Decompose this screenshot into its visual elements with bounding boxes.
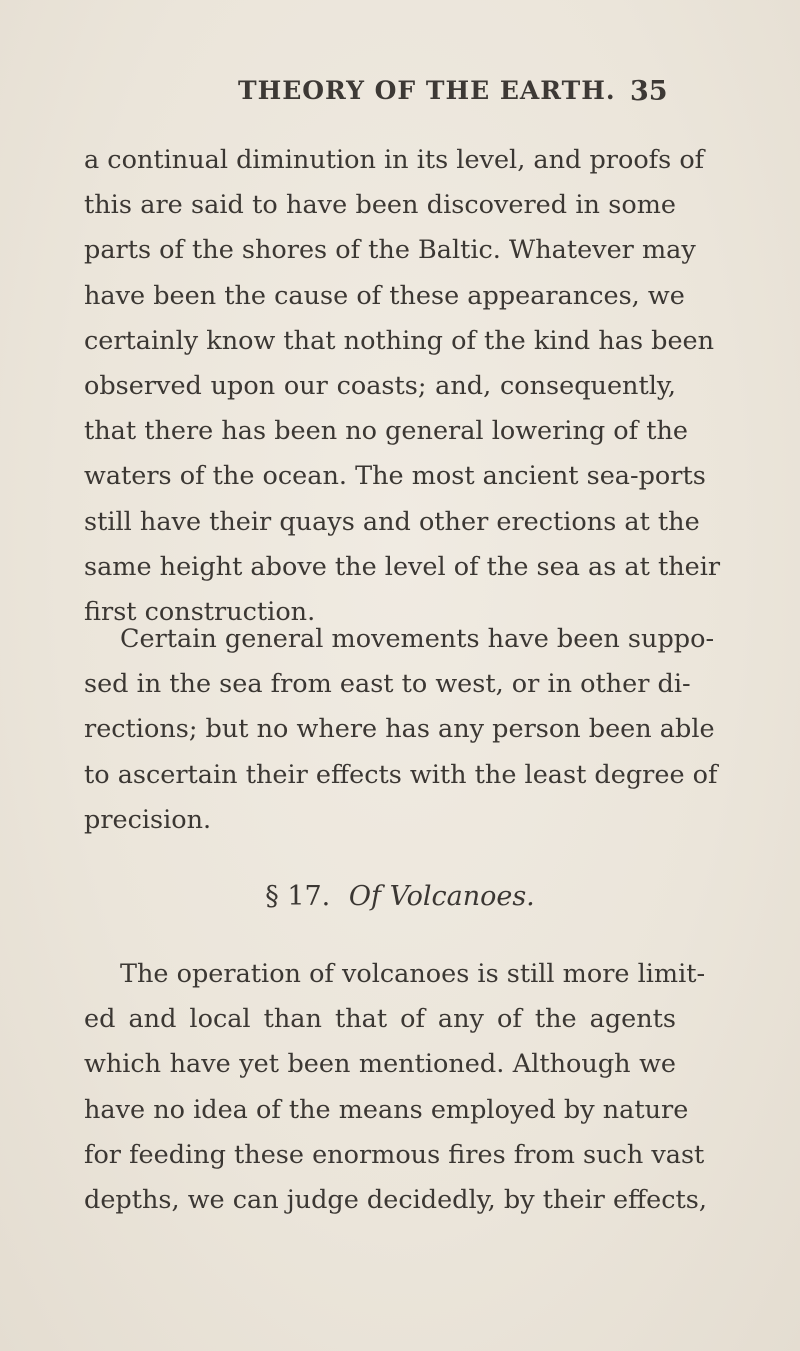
text-line: that there has been no general lowering of the: [84, 416, 688, 447]
paragraph-2: [84, 617, 718, 843]
text-line: first construction.: [84, 596, 316, 627]
page-header: [0, 76, 800, 116]
paragraph-1: [84, 138, 721, 635]
text-line: for feeding these enormous fires from such vast: [84, 1139, 705, 1170]
text-line: The operation of volcanoes is still more limit-: [120, 959, 706, 989]
text-line: this are said to have been discovered in some: [84, 190, 676, 221]
text-line: parts of the shores of the Baltic. Whatever may: [84, 235, 696, 266]
section-heading: [0, 881, 800, 912]
text-line: sed in the sea from east to west, or in other di-: [84, 669, 691, 700]
text-line: a continual diminution in its level, and proofs of: [84, 145, 705, 175]
paragraph-3: [84, 952, 707, 1223]
text-line: same height above the level of the sea as at their: [84, 551, 721, 582]
text-line: which have yet been mentioned. Although we: [84, 1049, 676, 1080]
section-title: Of Volcanoes.: [348, 881, 535, 912]
text-line: observed upon our coasts; and, consequently,: [84, 370, 676, 401]
text-line: have no idea of the means employed by nature: [84, 1094, 689, 1125]
text-line: precision.: [84, 804, 212, 835]
text-line: waters of the ocean. The most ancient sea-ports: [84, 461, 706, 492]
page-number: 35: [630, 76, 668, 107]
section-number: § 17.: [265, 881, 331, 912]
text-line: depths, we can judge decidedly, by their effects,: [84, 1184, 707, 1215]
text-line: ed and local than that of any of the agents: [84, 1004, 676, 1035]
text-line: Certain general movements have been suppo-: [120, 624, 715, 654]
text-line: still have their quays and other erections at the: [84, 506, 700, 537]
text-line: to ascertain their effects with the least degree of: [84, 759, 718, 790]
text-line: certainly know that nothing of the kind has been: [84, 325, 715, 356]
text-line: have been the cause of these appearances, we: [84, 280, 685, 311]
running-title: THEORY OF THE EARTH.: [238, 76, 616, 105]
text-line: rections; but no where has any person been able: [84, 714, 715, 745]
